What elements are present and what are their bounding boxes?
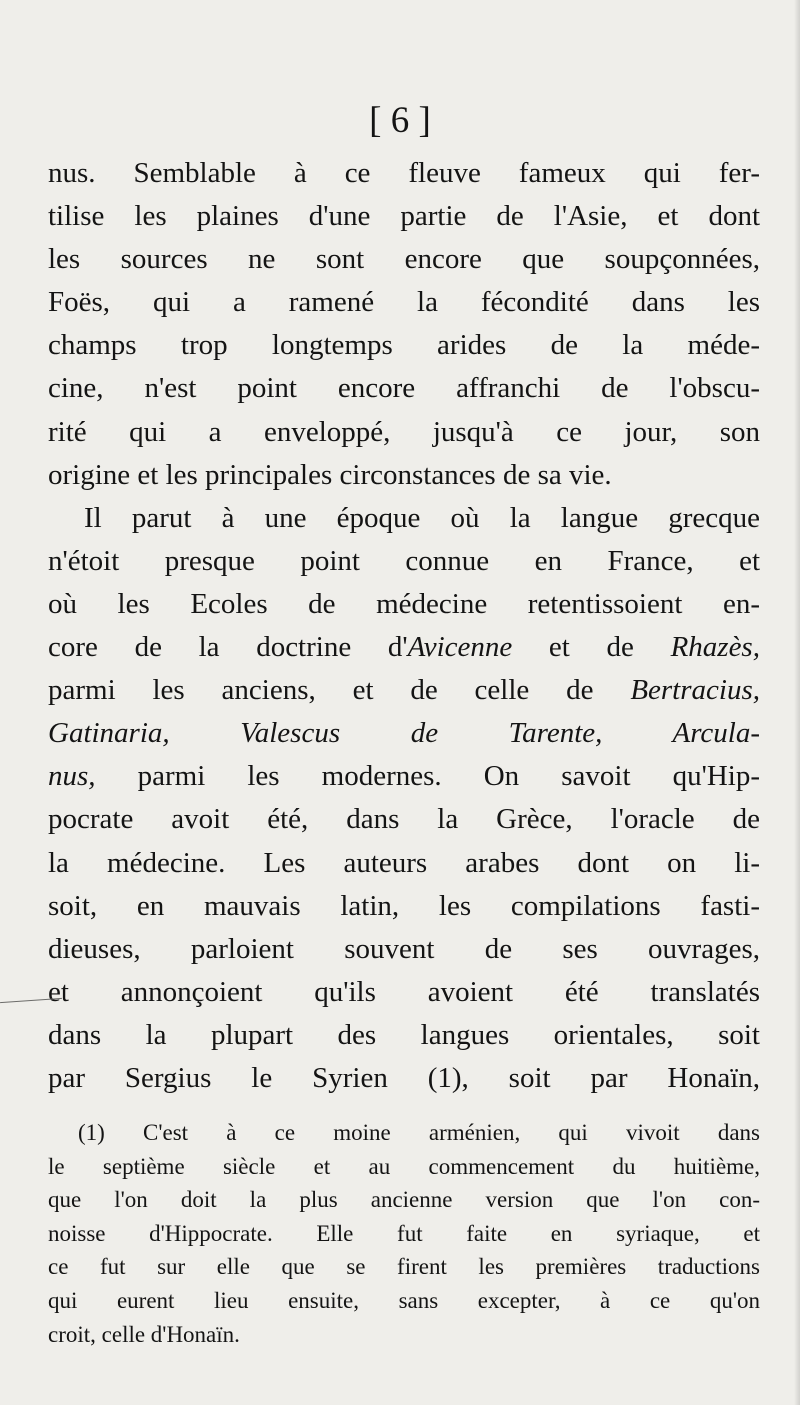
footnote-line: (1) C'est à ce moine arménien, qui vivoit dans [78,1120,760,1145]
text-line: et annonçoient qu'ils avoient été translatés [48,975,760,1008]
text-line: où les Ecoles de médecine retentissoient en- [48,587,760,620]
text-line: par Sergius le Syrien (1), soit par Honaïn, [48,1061,760,1094]
text-segment: parmi les modernes. On savoit qu'Hip- [95,760,760,793]
italic-name: Gatinaria, Valescus de Tarente, Arcula- [48,717,760,750]
footnotes [48,1116,760,1351]
footnote-line: croit, celle d'Honaïn. [48,1321,240,1347]
text-line [48,755,760,798]
text-line: n'étoit presque point connue en France, et [48,544,760,577]
text-line [48,626,760,669]
page-number: [ 6 ] [369,100,431,141]
text-line: tilise les plaines d'une partie de l'Asie, et dont [48,200,760,233]
text-line: nus. Semblable à ce fleuve fameux qui fer- [48,157,760,189]
text-line: soit, en mauvais latin, les compilations fasti- [48,889,760,922]
italic-name: Avicenne [407,631,513,664]
text-line: les sources ne sont encore que soupçonnées, [48,243,760,276]
text-line [48,669,760,712]
text-segment: parmi les anciens, et de celle de [48,674,631,707]
footnote-line: le septième siècle et au commencement du huitième, [48,1153,760,1179]
text-segment: et de [512,631,671,664]
text-line: cine, n'est point encore affranchi de l'obscu- [48,372,760,405]
text-line: origine et les principales circonstances de sa vie. [48,458,612,491]
text-line: Il parut à une époque où la langue grecque [84,501,760,534]
italic-name: Rhazès, [670,631,760,664]
main-text [48,152,760,1100]
text-line: la médecine. Les auteurs arabes dont on li- [48,846,760,879]
footnote-line: ce fut sur elle que se firent les premières traductions [48,1254,760,1280]
text-line: dans la plupart des langues orientales, soit [48,1018,760,1051]
footnote-line: qui eurent lieu ensuite, sans excepter, à ce qu'on [48,1287,760,1313]
text-line [48,712,760,755]
italic-name: Bertracius, [630,674,760,707]
page-edge-shadow [794,0,800,1405]
text-line: champs trop longtemps arides de la méde- [48,329,760,362]
footnote-line: que l'on doit la plus ancienne version que l'on con- [48,1187,760,1213]
text-segment: core de la doctrine d' [48,631,408,664]
italic-name: nus, [48,760,96,793]
text-line: pocrate avoit été, dans la Grèce, l'oracle de [48,803,760,836]
footnote-line: noisse d'Hippocrate. Elle fut faite en syriaque, et [48,1220,760,1246]
text-line: dieuses, parloient souvent de ses ouvrages, [48,932,760,965]
text-line: rité qui a enveloppé, jusqu'à ce jour, son [48,415,760,448]
text-line: Foës, qui a ramené la fécondité dans les [48,286,760,319]
